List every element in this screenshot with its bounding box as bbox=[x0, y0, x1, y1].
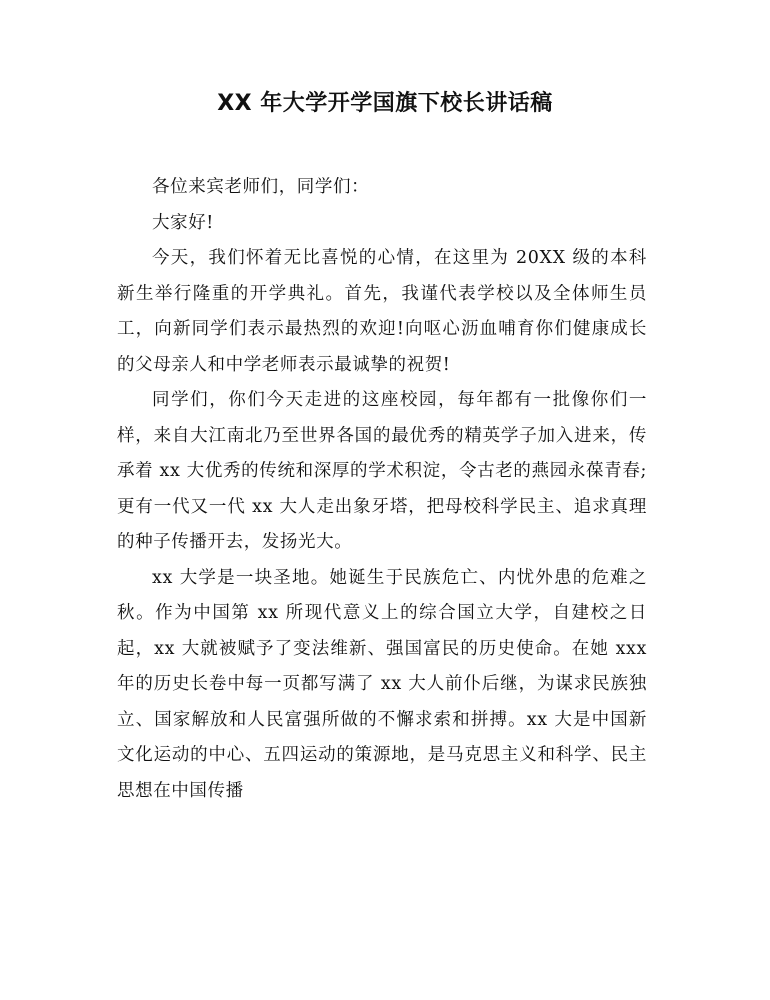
body-paragraph: 今天，我们怀着无比喜悦的心情，在这里为 20XX 级的本科新生举行隆重的开学典礼。首先，我谨代表学校以及全体师生员工，向新同学们表示最热烈的欢迎!向呕心沥血哺育你们健康成长的父母亲人和中学老师表示最诚挚的祝贺! bbox=[117, 248, 647, 375]
document-body bbox=[117, 170, 647, 809]
document-title: XX 年大学开学国旗下校长讲话稿 bbox=[217, 91, 553, 116]
body-paragraph: xx 大学是一块圣地。她诞生于民族危亡、内忧外患的危难之秋。作为中国第 xx 所现代意义上的综合国立大学，自建校之日起，xx 大就被赋予了变法维新、强国富民的历史使命。在她 xxx 年的历史长卷中每一页都写满了 xx 大人前仆后继，为谋求民族独立、国家解放和人民富强所做的不懈求索和拼搏。xx 大是中国新文化运动的中心、五四运动的策源地，是马克思主义和科学、民主思想在中国传播 bbox=[117, 567, 647, 801]
greeting-paragraph: 大家好! bbox=[152, 212, 214, 233]
body-paragraph: 同学们，你们今天走进的这座校园，每年都有一批像你们一样，来自大江南北乃至世界各国的最优秀的精英学子加入进来，传承着 xx 大优秀的传统和深厚的学术积淀，令古老的燕园永葆青春;更有一代又一代 xx 大人走出象牙塔，把母校科学民主、追求真理的种子传播开去，发扬光大。 bbox=[117, 390, 647, 552]
salutation-paragraph: 各位来宾老师们，同学们： bbox=[152, 177, 370, 197]
